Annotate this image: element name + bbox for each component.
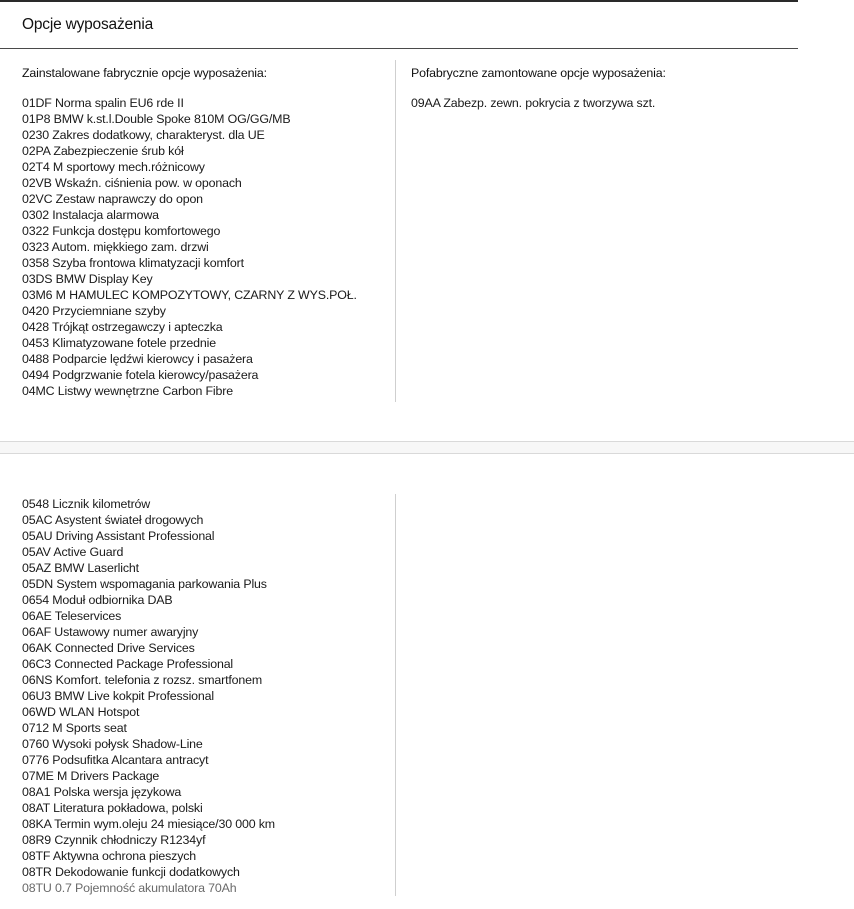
option-item: 0302 Instalacja alarmowa — [22, 208, 159, 222]
option-item: 05DN System wspomagania parkowania Plus — [22, 577, 267, 591]
option-item: 06U3 BMW Live kokpit Professional — [22, 689, 215, 703]
option-item: 01P8 BMW k.st.l.Double Spoke 810M OG/GG/MB — [22, 112, 291, 126]
option-item: 0654 Moduł odbiornika DAB — [22, 593, 173, 607]
aftermarket-options-column — [411, 65, 666, 111]
title-divider — [0, 48, 798, 49]
option-item: 0322 Funkcja dostępu komfortowego — [22, 224, 221, 238]
option-item: 0358 Szyba frontowa klimatyzacji komfort — [22, 256, 244, 270]
option-item: 0494 Podgrzwanie fotela kierowcy/pasażera — [22, 368, 259, 382]
option-item: 0712 M Sports seat — [22, 721, 127, 735]
option-item: 0453 Klimatyzowane fotele przednie — [22, 336, 216, 350]
factory-options-continued-column — [22, 496, 275, 896]
option-item: 04MC Listwy wewnętrzne Carbon Fibre — [22, 384, 233, 398]
option-item: 08TR Dekodowanie funkcji dodatkowych — [22, 865, 240, 879]
option-item: 06NS Komfort. telefonia z rozsz. smartfonem — [22, 673, 263, 687]
option-item: 08TF Aktywna ochrona pieszych — [22, 849, 197, 863]
option-item: 08KA Termin wym.oleju 24 miesiące/30 000 km — [22, 817, 275, 831]
option-item: 0760 Wysoki połysk Shadow-Line — [22, 737, 203, 751]
option-item: 03M6 M HAMULEC KOMPOZYTOWY, CZARNY Z WYS.POŁ. — [22, 288, 357, 302]
column-divider-continued — [395, 494, 396, 896]
page-break-band — [0, 441, 854, 454]
option-item: 0428 Trójkąt ostrzegawczy i apteczka — [22, 320, 223, 334]
option-item: 06AK Connected Drive Services — [22, 641, 195, 655]
option-item: 05AU Driving Assistant Professional — [22, 529, 215, 543]
option-item: 0230 Zakres dodatkowy, charakteryst. dla UE — [22, 128, 265, 142]
option-item: 02VC Zestaw naprawczy do opon — [22, 192, 203, 206]
option-item: 0323 Autom. miękkiego zam. drzwi — [22, 240, 209, 254]
factory-options-heading: Zainstalowane fabrycznie opcje wyposażenia: — [22, 66, 267, 80]
option-item: 02PA Zabezpieczenie śrub kół — [22, 144, 184, 158]
option-item: 09AA Zabezp. zewn. pokrycia z tworzywa szt. — [411, 96, 656, 110]
option-item: 07ME M Drivers Package — [22, 769, 160, 783]
top-rule — [0, 0, 798, 2]
option-item: 06AE Teleservices — [22, 609, 122, 623]
option-item: 05AZ BMW Laserlicht — [22, 561, 139, 575]
option-item: 06AF Ustawowy numer awaryjny — [22, 625, 199, 639]
factory-options-list — [22, 95, 357, 399]
factory-options-continued-list — [22, 496, 275, 896]
option-item: 03DS BMW Display Key — [22, 272, 153, 286]
option-item: 06C3 Connected Package Professional — [22, 657, 234, 671]
page-title: Opcje wyposażenia — [22, 16, 154, 33]
aftermarket-options-heading: Pofabryczne zamontowane opcje wyposażenia: — [411, 66, 666, 80]
option-item: 0488 Podparcie lędźwi kierowcy i pasażera — [22, 352, 253, 366]
column-divider — [395, 60, 396, 402]
option-item: 02VB Wskaźn. ciśnienia pow. w oponach — [22, 176, 242, 190]
factory-options-column — [22, 65, 357, 399]
option-item: 0420 Przyciemniane szyby — [22, 304, 166, 318]
option-item: 08TU 0.7 Pojemność akumulatora 70Ah — [22, 881, 237, 895]
option-item: 0548 Licznik kilometrów — [22, 497, 151, 511]
option-item: 06WD WLAN Hotspot — [22, 705, 140, 719]
option-item: 02T4 M sportowy mech.różnicowy — [22, 160, 205, 174]
option-item: 05AV Active Guard — [22, 545, 124, 559]
option-item: 01DF Norma spalin EU6 rde II — [22, 96, 184, 110]
aftermarket-options-list — [411, 95, 666, 111]
option-item: 08R9 Czynnik chłodniczy R1234yf — [22, 833, 206, 847]
option-item: 0776 Podsufitka Alcantara antracyt — [22, 753, 209, 767]
option-item: 05AC Asystent świateł drogowych — [22, 513, 204, 527]
option-item: 08AT Literatura pokładowa, polski — [22, 801, 203, 815]
option-item: 08A1 Polska wersja językowa — [22, 785, 182, 799]
